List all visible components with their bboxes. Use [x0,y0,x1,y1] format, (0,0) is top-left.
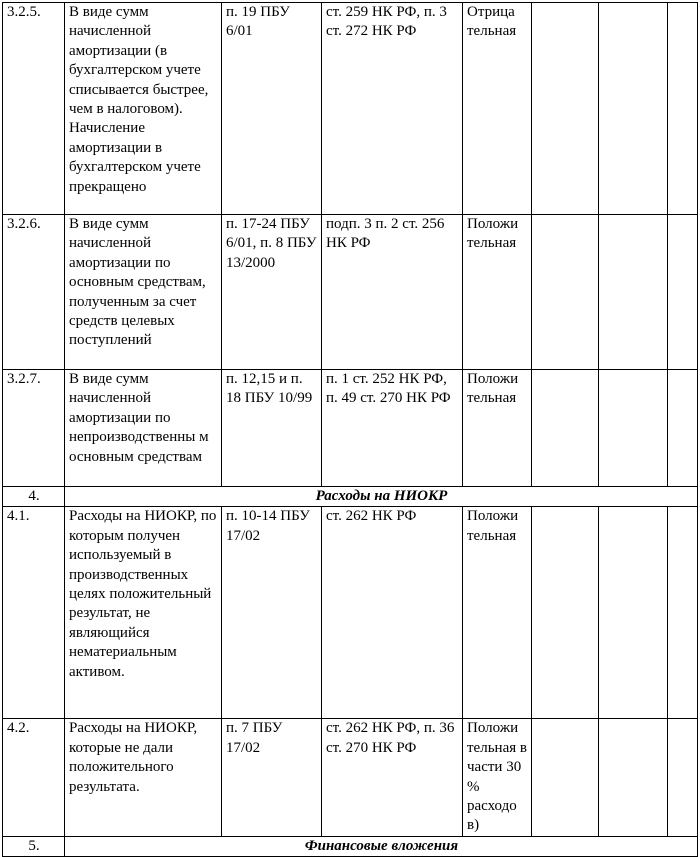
empty-cell [532,215,599,370]
row-difference-type: Положи тельная [463,507,532,719]
regulations-table [2,2,698,857]
row-difference-type: Положи тельная [463,370,532,487]
section-title: Финансовые вложения [65,836,698,856]
empty-cell [532,507,599,719]
row-number: 3.2.6. [3,215,65,370]
section-header-row [3,836,698,856]
row-accounting-norm: п. 19 ПБУ 6/01 [222,3,322,215]
row-tax-norm: ст. 259 НК РФ, п. 3 ст. 272 НК РФ [322,3,463,215]
empty-cell [599,370,668,487]
row-difference-type: Положи тельная [463,215,532,370]
row-number: 3.2.5. [3,3,65,215]
empty-cell [668,507,698,719]
row-number: 4.2. [3,719,65,836]
table-row [3,507,698,719]
section-number: 4. [3,487,65,507]
section-title: Расходы на НИОКР [65,487,698,507]
row-number: 4.1. [3,507,65,719]
empty-cell [668,215,698,370]
empty-cell [668,3,698,215]
row-accounting-norm: п. 10-14 ПБУ 17/02 [222,507,322,719]
empty-cell [599,507,668,719]
row-description: Расходы на НИОКР, которые не дали положительного результата. [65,719,222,836]
table-row [3,370,698,487]
empty-cell [532,370,599,487]
empty-cell [668,719,698,836]
empty-cell [599,215,668,370]
table-row [3,215,698,370]
row-difference-type: Положи тельная в части 30 % расходо в) [463,719,532,836]
empty-cell [599,719,668,836]
row-difference-type: Отрица тельная [463,3,532,215]
row-description: Расходы на НИОКР, по которым получен используемый в производственных целях положительный результат, не являющийся нематериальным активом. [65,507,222,719]
row-tax-norm: ст. 262 НК РФ [322,507,463,719]
row-tax-norm: ст. 262 НК РФ, п. 36 ст. 270 НК РФ [322,719,463,836]
row-description: В виде сумм начисленной амортизации (в бухгалтерском учете списывается быстрее, чем в налоговом). Начисление амортизации в бухгалтерском учете прекращено [65,3,222,215]
empty-cell [668,370,698,487]
table-row [3,3,698,215]
row-accounting-norm: п. 17-24 ПБУ 6/01, п. 8 ПБУ 13/2000 [222,215,322,370]
row-accounting-norm: п. 7 ПБУ 17/02 [222,719,322,836]
row-number: 3.2.7. [3,370,65,487]
row-accounting-norm: п. 12,15 и п. 18 ПБУ 10/99 [222,370,322,487]
empty-cell [532,719,599,836]
row-description: В виде сумм начисленной амортизации по непроизводственны м основным средствам [65,370,222,487]
row-tax-norm: п. 1 ст. 252 НК РФ, п. 49 ст. 270 НК РФ [322,370,463,487]
section-number: 5. [3,836,65,856]
table-row [3,719,698,836]
section-header-row [3,487,698,507]
empty-cell [532,3,599,215]
empty-cell [599,3,668,215]
row-tax-norm: подп. 3 п. 2 ст. 256 НК РФ [322,215,463,370]
row-description: В виде сумм начисленной амортизации по основным средствам, полученным за счет средств целевых поступлений [65,215,222,370]
